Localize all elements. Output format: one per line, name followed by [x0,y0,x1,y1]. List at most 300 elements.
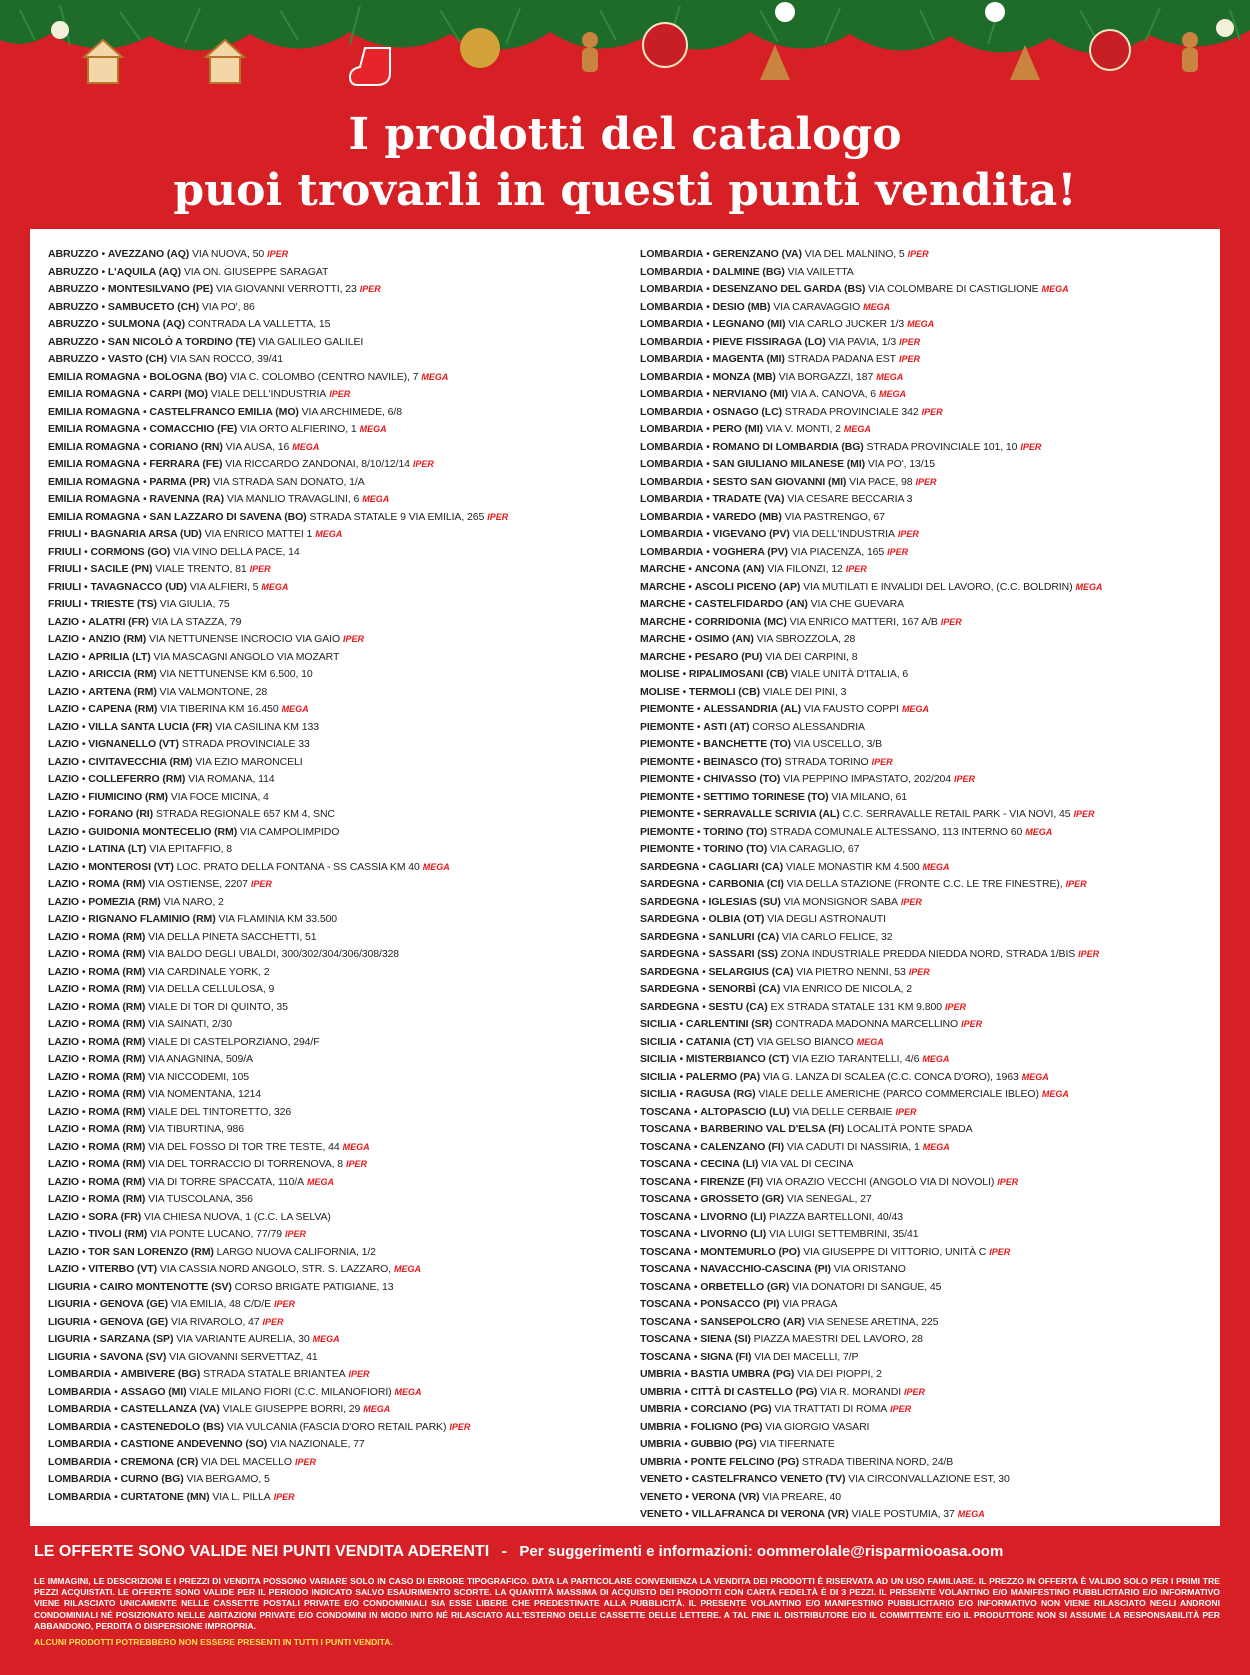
store-address: STRADA COMUNALE ALTESSANO, 113 INTERNO 60 [769,825,1023,838]
store-entry: EMILIA ROMAGNA • COMACCHIO (FE) VIA ORTO ALFIERINO, 1 MEGA [48,423,387,435]
store-city: ROMA (RM) [88,1175,146,1188]
store-entry: LOMBARDIA • DESIO (MB) VIA CARAVAGGIO MEGA [640,300,891,313]
store-address: VIA GIORGIO VASARI [765,1420,870,1433]
store-entry: LOMBARDIA • VIGEVANO (PV) VIA DELL'INDUSTRIA IPER [640,528,919,540]
store-region: LAZIO [48,685,79,698]
store-address: STRADA STATALE BRIANTEA [203,1368,346,1380]
store-entry: LAZIO • ROMA (RM) VIA ANAGNINA, 509/A [48,1053,253,1065]
store-city: PERO (MI) [712,423,763,435]
store-address: VIA ORISTANO [833,1263,906,1275]
store-region: UMBRIA [640,1368,682,1380]
store-entry: LOMBARDIA • CASTENEDOLO (BS) VIA VULCANIA (FASCIA D'ORO RETAIL PARK) IPER [48,1420,471,1433]
store-entry: TOSCANA • BARBERINO VAL D'ELSA (FI) LOCALITÀ PONTE SPADA [640,1123,973,1135]
store-entry: LOMBARDIA • VOGHERA (PV) VIA PIACENZA, 165 IPER [640,545,909,558]
store-entry: PIEMONTE • TORINO (TO) VIA CARAGLIO, 67 [640,843,860,855]
store-region: LOMBARDIA [640,283,704,295]
store-format-badge: MEGA [363,1404,391,1414]
store-entry: LAZIO • POMEZIA (RM) VIA NARO, 2 [48,895,224,908]
store-region: ABRUZZO [48,248,99,260]
store-entry: MOLISE • TERMOLI (CB) VIALE DEI PINI, 3 [640,685,847,698]
store-address: VIA PEPPINO IMPASTATO, 202/204 [783,773,951,785]
store-entry: SARDEGNA • OLBIA (OT) VIA DEGLI ASTRONAUTI [640,913,886,925]
store-entry: PIEMONTE • BANCHETTE (TO) VIA USCELLO, 3/B [640,738,883,750]
store-region: VENETO [640,1473,683,1485]
store-entry: UMBRIA • GUBBIO (PG) VIA TIFERNATE [640,1438,835,1450]
store-format-badge: IPER [904,1386,926,1397]
store-region: PIEMONTE [640,738,695,750]
store-city: VITERBO (VT) [88,1263,158,1275]
contact-email-text[interactable]: Per suggerimenti e informazioni: oommerolale@risparmiooasa.oom [519,1543,1004,1560]
store-address: VIA VULCANIA (FASCIA D'ORO RETAIL PARK) [226,1420,447,1433]
store-address: VIA PIETRO NENNI, 53 [796,965,906,978]
store-city: FIUMICINO (RM) [88,790,168,803]
store-address: VIA PAVIA, 1/3 [828,335,897,348]
store-region: TOSCANA [640,1210,692,1223]
store-address: VIA FLAMINIA KM 33.500 [218,913,338,925]
store-list-left-column [48,246,508,1506]
store-entry: TOSCANA • SIENA (SI) PIAZZA MAESTRI DEL LAVORO, 28 [640,1333,923,1345]
store-city: CARPI (MO) [149,388,208,400]
store-format-badge: IPER [273,1299,295,1309]
store-region: LOMBARDIA [640,510,704,523]
store-address: VIA ON. GIUSEPPE SARAGAT [183,265,329,278]
store-address: VIALE POSTUMIA, 37 [851,1508,955,1520]
store-city: NAVACCHIO-CASCINA (PI) [700,1263,831,1275]
store-region: EMILIA ROMAGNA [48,510,141,523]
store-city: TIVOLI (RM) [88,1228,148,1240]
store-entry: LAZIO • VITERBO (VT) VIA CASSIA NORD ANGOLO, STR. S. LAZZARO, MEGA [48,1263,422,1275]
store-region: LOMBARDIA [640,335,704,348]
store-city: SAMBUCETO (CH) [107,300,200,313]
store-entry: LOMBARDIA • OSNAGO (LC) STRADA PROVINCIALE 342 IPER [640,405,943,418]
store-entry: LAZIO • ARTENA (RM) VIA VALMONTONE, 28 [48,685,268,698]
store-address: VIALE UNITÀ D'ITALIA, 6 [790,668,909,680]
store-entry: LAZIO • ROMA (RM) VIA DELLA CELLULOSA, 9 [48,983,275,995]
store-city: MONTEMURLO (PO) [700,1245,801,1258]
store-format-badge: MEGA [1025,826,1053,837]
store-address: VIA EZIO MARONCELI [195,755,303,768]
store-address: EX STRADA STATALE 131 KM 9.800 [770,1000,942,1013]
store-address: VIALE GIUSEPPE BORRI, 29 [222,1403,361,1415]
store-entry: LOMBARDIA • MONZA (MB) VIA BORGAZZI, 187 MEGA [640,370,904,383]
store-format-badge: IPER [899,336,921,347]
store-region: LIGURIA [48,1298,91,1310]
store-address: VIA PO', 86 [201,300,255,313]
store-format-badge: IPER [890,1404,912,1414]
store-entry: LOMBARDIA • GERENZANO (VA) VIA DEL MALNINO, 5 IPER [640,248,929,260]
store-entry: SICILIA • MISTERBIANCO (CT) VIA EZIO TARANTELLI, 4/6 MEGA [640,1053,950,1065]
store-address: VIA FILONZI, 12 [767,563,843,575]
store-address: VIA SENESE ARETINA, 225 [807,1315,939,1328]
store-format-badge: MEGA [394,1386,422,1397]
store-format-badge: MEGA [362,494,390,504]
store-region: LIGURIA [48,1333,91,1345]
store-address: VIA ARCHIMEDE, 6/8 [301,405,402,418]
store-city: CORMONS (GO) [90,545,171,558]
store-region: FRIULI [48,580,82,593]
store-entry: LOMBARDIA • PIEVE FISSIRAGA (LO) VIA PAVIA, 1/3 IPER [640,335,921,348]
store-format-badge: IPER [329,389,351,399]
store-city: ROMA (RM) [88,878,146,890]
store-region: LAZIO [48,1210,79,1223]
store-entry: LAZIO • ROMA (RM) VIA OSTIENSE, 2207 IPER [48,878,272,890]
store-address: VIA NICCODEMI, 105 [148,1070,249,1083]
store-entry: LAZIO • ROMA (RM) VIALE DI TOR DI QUINTO, 35 [48,1000,288,1013]
store-region: TOSCANA [640,1333,692,1345]
store-city: SAVONA (SV) [99,1350,167,1363]
store-entry: LOMBARDIA • ASSAGO (MI) VIALE MILANO FIORI (C.C. MILANOFIORI) MEGA [48,1385,422,1398]
store-region: EMILIA ROMAGNA [48,440,141,453]
store-address: STRADA PADANA EST [787,353,896,365]
store-address: VIA DELLE CERBAIE [792,1105,893,1118]
store-format-badge: MEGA [922,861,950,872]
store-region: VENETO [640,1490,683,1503]
store-region: LOMBARDIA [48,1490,112,1503]
store-city: ROMA (RM) [88,930,146,943]
store-region: LOMBARDIA [640,493,704,505]
store-region: UMBRIA [640,1385,682,1398]
store-address: LARGO NUOVA CALIFORNIA, 1/2 [216,1245,376,1258]
store-entry: LAZIO • RIGNANO FLAMINIO (RM) VIA FLAMINIA KM 33.500 [48,913,338,925]
store-city: GROSSETO (GR) [700,1193,784,1205]
store-entry: LOMBARDIA • NERVIANO (MI) VIA A. CANOVA, 6 MEGA [640,388,906,400]
store-address: VIA VAL DI CECINA [761,1158,854,1170]
store-city: TORINO (TO) [703,825,768,838]
store-region: FRIULI [48,598,82,610]
store-format-badge: IPER [348,1369,370,1379]
store-region: SARDEGNA [640,948,700,960]
store-entry: LAZIO • SORA (FR) VIA CHIESA NUOVA, 1 (C.C. LA SELVA) [48,1210,331,1223]
store-address: VIA CARAVAGGIO [773,300,861,313]
store-address: VIA NUOVA, 50 [192,248,265,260]
store-address: VIA DEI CARPINI, 8 [765,650,858,663]
store-entry: FRIULI • CORMONS (GO) VIA VINO DELLA PACE, 14 [48,545,300,558]
store-region: LOMBARDIA [640,423,704,435]
store-format-badge: MEGA [879,389,906,399]
store-format-badge: MEGA [1021,1071,1049,1082]
store-city: VILLAFRANCA DI VERONA (VR) [691,1508,849,1520]
store-address: VIA CADUTI DI NASSIRIA, 1 [786,1140,920,1153]
store-address: VIA C. COLOMBO (CENTRO NAVILE), 7 [229,370,419,383]
store-city: BARBERINO VAL D'ELSA (FI) [700,1123,845,1135]
store-address: VIA BALDO DEGLI UBALDI, 300/302/304/306/308/328 [148,948,400,960]
store-region: ABRUZZO [48,318,99,330]
store-region: EMILIA ROMAGNA [48,388,141,400]
store-city: ALESSANDRIA (AL) [703,703,802,715]
store-region: SARDEGNA [640,860,700,873]
store-address: VIA VINO DELLA PACE, 14 [173,545,300,558]
store-city: BAGNARIA ARSA (UD) [90,528,202,540]
store-region: SICILIA [640,1018,677,1030]
store-city: AMBIVERE (BG) [120,1368,201,1380]
store-city: LATINA (LT) [88,843,147,855]
store-region: LAZIO [48,1105,79,1118]
store-entry: MARCHE • ANCONA (AN) VIA FILONZI, 12 IPER [640,563,867,575]
store-region: SARDEGNA [640,965,700,978]
store-city: SORA (FR) [88,1210,142,1223]
store-entry: LAZIO • ALATRI (FR) VIA LA STAZZA, 79 [48,615,242,628]
store-city: ASCOLI PICENO (AP) [694,580,801,593]
store-format-badge: IPER [1065,879,1087,889]
store-entry: LAZIO • APRILIA (LT) VIA MASCAGNI ANGOLO VIA MOZART [48,650,340,663]
store-region: LAZIO [48,1158,79,1170]
store-address: VIA SENEGAL, 27 [786,1193,872,1205]
store-region: PIEMONTE [640,843,695,855]
store-address: STRADA STATALE 9 VIA EMILIA, 265 [309,510,485,523]
store-region: LIGURIA [48,1315,91,1328]
store-region: LAZIO [48,1263,79,1275]
store-city: RIPALIMOSANI (CB) [688,668,788,680]
store-format-badge: MEGA [843,424,871,434]
store-entry: PIEMONTE • SERRAVALLE SCRIVIA (AL) C.C. SERRAVALLE RETAIL PARK - VIA NOVI, 45 IPER [640,808,1095,820]
store-address: VIA FOCE MICINA, 4 [170,790,269,803]
store-region: PIEMONTE [640,703,695,715]
store-address: VIA G. LANZA DI SCALEA (C.C. CONCA D'ORO), 1963 [762,1070,1019,1083]
store-entry: EMILIA ROMAGNA • CORIANO (RN) VIA AUSA, 16 MEGA [48,440,320,453]
store-entry: LOMBARDIA • TRADATE (VA) VIA CESARE BECCARIA 3 [640,493,913,505]
store-city: TRADATE (VA) [712,493,785,505]
store-city: BOLOGNA (BO) [149,370,228,383]
store-region: LAZIO [48,1070,79,1083]
store-city: GUIDONIA MONTECELIO (RM) [88,825,238,838]
store-address: VIA NAZIONALE, 77 [269,1438,365,1450]
store-entry: LAZIO • VILLA SANTA LUCIA (FR) VIA CASILINA KM 133 [48,720,319,733]
store-entry: ABRUZZO • SAMBUCETO (CH) VIA PO', 86 [48,300,255,313]
store-format-badge: IPER [262,1316,284,1327]
store-address: VIA PRAGA [782,1298,838,1310]
store-entry: LAZIO • ARICCIA (RM) VIA NETTUNENSE KM 6.500, 10 [48,668,313,680]
store-city: CARLENTINI (SR) [685,1018,773,1030]
store-address: VIA MUTILATI E INVALIDI DEL LAVORO, (C.C. BOLDRIN) [803,580,1073,593]
store-region: SARDEGNA [640,930,700,943]
store-entry: EMILIA ROMAGNA • RAVENNA (RA) VIA MANLIO TRAVAGLINI, 6 MEGA [48,493,390,505]
store-address: VIA R. MORANDI [820,1385,902,1398]
store-format-badge: IPER [1078,949,1100,959]
store-entry: LAZIO • ROMA (RM) VIALE DI CASTELPORZIANO, 294/F [48,1035,320,1048]
store-address: VIA VALMONTONE, 28 [159,685,268,698]
store-region: UMBRIA [640,1420,682,1433]
store-region: LAZIO [48,930,79,943]
store-address: VIA TUSCOLANA, 356 [148,1193,253,1205]
store-entry: LAZIO • GUIDONIA MONTECELIO (RM) VIA CAMPOLIMPIDO [48,825,340,838]
store-entry: SICILIA • PALERMO (PA) VIA G. LANZA DI SCALEA (C.C. CONCA D'ORO), 1963 MEGA [640,1070,1049,1083]
store-entry: SARDEGNA • SESTU (CA) EX STRADA STATALE 131 KM 9.800 IPER [640,1000,966,1013]
store-city: ARTENA (RM) [88,685,157,698]
store-entry: TOSCANA • FIRENZE (FI) VIA ORAZIO VECCHI (ANGOLO VIA DI NOVOLI) IPER [640,1175,1019,1188]
legal-disclaimer: LE IMMAGINI, LE DESCRIZIONI E I PREZZI DI VENDITA POSSONO VARIARE SOLO IN CASO DI ERRORE TIPOGRAFICO. DATA LA PARTICOLARE CONVENIENZA LA VENDITA DEI PRODOTTI È RISERVATA AD UN USO FAMILIARE. IL PREZZO IN OFFERTA È VALIDO SOLO PER I PRIMI TRE PEZZI ACQUISTATI. LE OFFERTE SONO VALIDE PER IL PERIODO INDICATO SALVO ESAURIMENTO SCORTE. LA QUANTITÀ MASSIMA DI ACQUISTO DEI PRODOTTI CON CARTA FEDELTÀ È DI 3 PEZZI. IL PRESENTE VOLANTINO E/O MANIFESTINO PUBBLICITARIO E/O INFORMATIVO VIENE RILASCIATO UNICAMENTE NELLE CASSETTE POSTALI PRIVATE E/O CONDOMINIALI SIA ESSE LIBERE CHE PREDESTINATE ALLA PUBBLICITÀ. IL PRESENTE VOLANTINO E/O MANIFESTINO PUBBLICITARIO E/O INFORMATIVO NON VIENE RILASCIATO NEGLI ANDRONI CONDOMINIALI NÉ POSIZIONATO NELLE ABITAZIONI PRIVATE E/O CONDOMINI IN MODO INITO NÉ RILASCIATO ALL'ESTERNO DELLE CASSETTE DELLE LETTERE. A TAL FINE IL DISTRIBUTORE E/O IL COMMITTENTE E/O IL PRODUTTORE NON SI ASSUME LA RESPONSABILITÀ PER ABBANDONO, PERDITA O DISPERSIONE IMPROPRIA. [34,1576,1220,1631]
store-city: CHIVASSO (TO) [703,773,781,785]
store-format-badge: IPER [487,511,509,522]
title-line-2: puoi trovarli in questi punti vendita! [173,165,1077,216]
store-entry: LOMBARDIA • DESENZANO DEL GARDA (BS) VIA COLOMBARE DI CASTIGLIONE MEGA [640,283,1069,295]
store-region: TOSCANA [640,1175,692,1188]
store-format-badge: MEGA [1041,1089,1069,1099]
store-region: LOMBARDIA [640,353,704,365]
store-region: LIGURIA [48,1280,91,1293]
store-city: SIENA (SI) [700,1333,751,1345]
store-address: VIA V. MONTI, 2 [765,423,841,435]
store-region: UMBRIA [640,1438,682,1450]
store-format-badge: IPER [249,564,271,574]
store-list-right-column [640,246,1103,1524]
store-city: ASSAGO (MI) [120,1385,187,1398]
store-entry: LOMBARDIA • CURTATONE (MN) VIA L. PILLA IPER [48,1490,295,1503]
store-city: ASTI (AT) [703,720,750,733]
store-city: ALATRI (FR) [88,615,149,628]
store-entry: UMBRIA • PONTE FELCINO (PG) STRADA TIBERINA NORD, 24/B [640,1455,954,1468]
store-entry: EMILIA ROMAGNA • PARMA (PR) VIA STRADA SAN DONATO, 1/A [48,475,365,488]
store-city: SELARGIUS (CA) [708,965,794,978]
store-region: LOMBARDIA [640,370,704,383]
store-entry: LAZIO • MONTEROSI (VT) LOC. PRATO DELLA FONTANA - SS CASSIA KM 40 MEGA [48,860,450,873]
store-region: LAZIO [48,860,79,873]
store-address: VIA CARLO FELICE, 32 [781,930,893,943]
store-city: PARMA (PR) [149,475,211,488]
store-address: VIA TIBURTINA, 986 [148,1123,244,1135]
store-format-badge: MEGA [312,1334,340,1344]
store-region: LAZIO [48,895,79,908]
store-region: LAZIO [48,983,79,995]
store-entry: LAZIO • ROMA (RM) VIA DI TORRE SPACCATA, 110/A MEGA [48,1175,334,1188]
store-city: MONTESILVANO (PE) [107,283,214,295]
store-city: CREMONA (CR) [120,1455,199,1468]
store-format-badge: IPER [1020,441,1042,452]
store-city: CASTIONE ANDEVENNO (SO) [120,1438,268,1450]
store-city: ROMA (RM) [88,965,146,978]
store-city: COLLEFERRO (RM) [88,773,186,785]
store-address: VIA DELLA PINETA SACCHETTI, 51 [148,930,317,943]
store-entry: TOSCANA • PONSACCO (PI) VIA PRAGA [640,1298,838,1310]
footer-validity-line [34,1543,1224,1561]
store-city: CARBONIA (CI) [708,878,784,890]
store-city: CASTELFIDARDO (AN) [694,598,808,610]
store-city: CECINA (LI) [700,1158,759,1170]
store-entry: FRIULI • BAGNARIA ARSA (UD) VIA ENRICO MATTEI 1 MEGA [48,528,343,540]
store-city: SANLURI (CA) [708,930,780,943]
store-address: VIA PONTE LUCANO, 77/79 [150,1228,282,1240]
store-entry: PIEMONTE • BEINASCO (TO) STRADA TORINO IPER [640,755,893,768]
store-region: LOMBARDIA [640,265,704,278]
store-city: ROMA (RM) [88,1000,146,1013]
store-address: VIA GIULIA, 75 [159,598,230,610]
store-region: PIEMONTE [640,755,695,768]
store-format-badge: MEGA [421,371,449,382]
store-region: ABRUZZO [48,283,99,295]
store-city: CIVITAVECCHIA (RM) [88,755,193,768]
store-address: VIA ANAGNINA, 509/A [148,1053,253,1065]
store-city: LIVORNO (LI) [700,1210,767,1223]
store-region: LOMBARDIA [48,1438,112,1450]
store-entry: VENETO • VERONA (VR) VIA PREARE, 40 [640,1490,841,1503]
store-address: LOC. PRATO DELLA FONTANA - SS CASSIA KM 40 [176,860,420,873]
store-city: SAN GIULIANO MILANESE (MI) [712,458,866,470]
store-entry: SICILIA • CATANIA (CT) VIA GELSO BIANCO MEGA [640,1035,884,1048]
store-address: VIALE DI CASTELPORZIANO, 294/F [148,1035,320,1048]
store-entry: LIGURIA • SARZANA (SP) VIA VARIANTE AURELIA, 30 MEGA [48,1333,340,1345]
store-entry: PIEMONTE • ASTI (AT) CORSO ALESSANDRIA [640,720,865,733]
store-entry: LOMBARDIA • CASTELLANZA (VA) VIALE GIUSEPPE BORRI, 29 MEGA [48,1403,391,1415]
store-format-badge: MEGA [957,1509,985,1519]
store-entry: TOSCANA • CECINA (LI) VIA VAL DI CECINA [640,1158,854,1170]
store-city: ROMA (RM) [88,1070,146,1083]
store-region: LAZIO [48,790,79,803]
store-city: VASTO (CH) [107,353,168,365]
store-address: VIA CASILINA KM 133 [215,720,319,733]
store-city: FIRENZE (FI) [700,1175,764,1188]
store-city: VERONA (VR) [691,1490,760,1503]
store-entry: PIEMONTE • TORINO (TO) STRADA COMUNALE ALTESSANO, 113 INTERNO 60 MEGA [640,825,1053,838]
store-address: VIA MASCAGNI ANGOLO VIA MOZART [153,650,340,663]
store-address: VIA DEGLI ASTRONAUTI [767,913,886,925]
store-address: VIA CARAGLIO, 67 [769,843,860,855]
store-city: FOLIGNO (PG) [690,1420,763,1433]
store-entry: LOMBARDIA • CURNO (BG) VIA BERGAMO, 5 [48,1473,270,1485]
store-city: CAPENA (RM) [88,703,158,715]
store-address: VIA ROMANA, 114 [188,773,275,785]
store-entry: UMBRIA • CITTÀ DI CASTELLO (PG) VIA R. MORANDI IPER [640,1385,926,1398]
store-entry: TOSCANA • ALTOPASCIO (LU) VIA DELLE CERBAIE IPER [640,1105,917,1118]
store-entry: LAZIO • ROMA (RM) VIA TIBURTINA, 986 [48,1123,244,1135]
store-city: L'AQUILA (AQ) [107,265,181,278]
store-address: VIALE MONASTIR KM 4.500 [785,860,920,873]
store-entry: LAZIO • TOR SAN LORENZO (RM) LARGO NUOVA CALIFORNIA, 1/2 [48,1245,376,1258]
store-region: EMILIA ROMAGNA [48,423,141,435]
store-format-badge: IPER [895,1106,917,1117]
store-region: MARCHE [640,615,686,628]
store-region: MARCHE [640,633,686,645]
store-entry: LAZIO • ROMA (RM) VIA NICCODEMI, 105 [48,1070,249,1083]
store-address: VIA MANLIO TRAVAGLINI, 6 [226,493,360,505]
store-city: COMACCHIO (FE) [149,423,238,435]
store-address: VIALE DEL TINTORETTO, 326 [148,1105,292,1118]
store-entry: VENETO • CASTELFRANCO VENETO (TV) VIA CIRCONVALLAZIONE EST, 30 [640,1473,1010,1485]
store-address: VIA CHIESA NUOVA, 1 (C.C. LA SELVA) [144,1210,331,1223]
store-format-badge: MEGA [901,704,929,714]
store-format-badge: IPER [989,1246,1011,1257]
store-entry: LOMBARDIA • SAN GIULIANO MILANESE (MI) VIA PO', 13/15 [640,458,936,470]
store-city: NERVIANO (MI) [712,388,788,400]
store-format-badge: IPER [412,459,434,469]
store-address: CORSO BRIGATE PATIGIANE, 13 [234,1280,394,1293]
store-entry: TOSCANA • SIGNA (FI) VIA DEI MACELLI, 7/P [640,1350,859,1363]
store-region: TOSCANA [640,1228,692,1240]
store-address: VIA GIUSEPPE DI VITTORIO, UNITÀ C [803,1245,987,1258]
store-entry: LOMBARDIA • CREMONA (CR) VIA DEL MACELLO IPER [48,1455,316,1468]
store-entry: LAZIO • CIVITAVECCHIA (RM) VIA EZIO MARONCELI [48,755,303,768]
store-city: ROMA (RM) [88,1105,146,1118]
store-city: VILLA SANTA LUCIA (FR) [88,720,213,733]
store-region: LAZIO [48,1123,79,1135]
store-address: VIA PIACENZA, 165 [790,545,885,558]
store-entry: PIEMONTE • SETTIMO TORINESE (TO) VIA MILANO, 61 [640,790,908,803]
store-city: LEGNANO (MI) [712,318,786,330]
store-entry: SICILIA • RAGUSA (RG) VIALE DELLE AMERICHE (PARCO COMMERCIALE IBLEO) MEGA [640,1088,1069,1100]
store-entry: LIGURIA • SAVONA (SV) VIA GIOVANNI SERVETTAZ, 41 [48,1350,318,1363]
store-region: TOSCANA [640,1140,692,1153]
store-region: PIEMONTE [640,720,695,733]
store-region: LOMBARDIA [640,440,704,453]
store-format-badge: IPER [250,879,272,889]
store-entry: FRIULI • SACILE (PN) VIALE TRENTO, 81 IPER [48,563,271,575]
validity-text: LE OFFERTE SONO VALIDE NEI PUNTI VENDITA ADERENTI [34,1543,490,1560]
store-address: STRADA PROVINCIALE 33 [181,738,310,750]
store-region: LAZIO [48,720,79,733]
store-entry: SARDEGNA • SASSARI (SS) ZONA INDUSTRIALE PREDDA NIEDDA NORD, STRADA 1/BIS IPER [640,948,1100,960]
store-address: VIA GALILEO GALILEI [258,335,364,348]
store-entry: MOLISE • RIPALIMOSANI (CB) VIALE UNITÀ D'ITALIA, 6 [640,668,909,680]
store-entry: FRIULI • TAVAGNACCO (UD) VIA ALFIERI, 5 MEGA [48,580,289,593]
store-city: DESENZANO DEL GARDA (BS) [712,283,866,295]
